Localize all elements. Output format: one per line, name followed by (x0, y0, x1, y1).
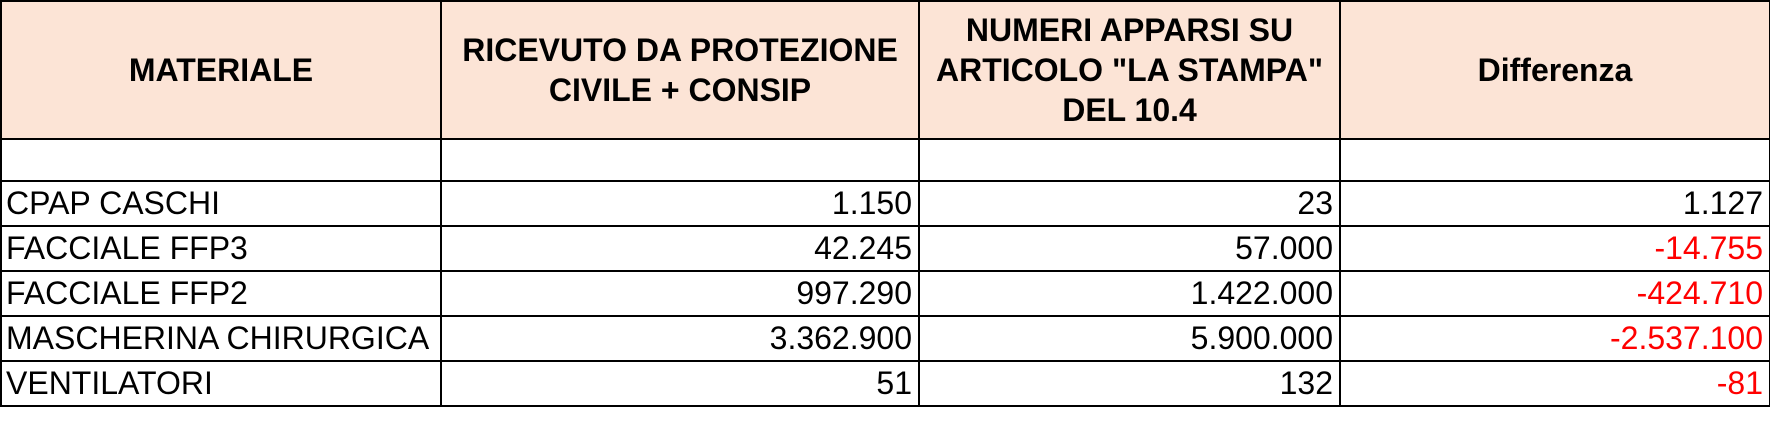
cell-differenza: 1.127 (1340, 181, 1770, 226)
table-row (1, 181, 1770, 226)
cell-materiale: MASCHERINA CHIRURGICA (1, 316, 441, 361)
cell-ricevuto: 1.150 (441, 181, 919, 226)
cell-materiale: FACCIALE FFP3 (1, 226, 441, 271)
header-numeri: NUMERI APPARSI SU ARTICOLO "LA STAMPA" DEL 10.4 (919, 1, 1340, 139)
header-differenza: Differenza (1340, 1, 1770, 139)
cell-materiale: VENTILATORI (1, 361, 441, 406)
cell-ricevuto: 42.245 (441, 226, 919, 271)
cell-ricevuto: 997.290 (441, 271, 919, 316)
header-row (1, 1, 1770, 139)
blank-cell (1, 139, 441, 181)
cell-numeri: 132 (919, 361, 1340, 406)
table-row (1, 361, 1770, 406)
table-row (1, 271, 1770, 316)
cell-numeri: 5.900.000 (919, 316, 1340, 361)
cell-numeri: 23 (919, 181, 1340, 226)
blank-cell (919, 139, 1340, 181)
table-row (1, 316, 1770, 361)
blank-row (1, 139, 1770, 181)
cell-numeri: 1.422.000 (919, 271, 1340, 316)
blank-cell (441, 139, 919, 181)
cell-differenza: -14.755 (1340, 226, 1770, 271)
cell-ricevuto: 3.362.900 (441, 316, 919, 361)
header-ricevuto: RICEVUTO DA PROTEZIONE CIVILE + CONSIP (441, 1, 919, 139)
cell-differenza: -2.537.100 (1340, 316, 1770, 361)
table-row (1, 226, 1770, 271)
blank-cell (1340, 139, 1770, 181)
cell-materiale: FACCIALE FFP2 (1, 271, 441, 316)
cell-ricevuto: 51 (441, 361, 919, 406)
cell-numeri: 57.000 (919, 226, 1340, 271)
header-materiale: MATERIALE (1, 1, 441, 139)
cell-differenza: -424.710 (1340, 271, 1770, 316)
cell-materiale: CPAP CASCHI (1, 181, 441, 226)
cell-differenza: -81 (1340, 361, 1770, 406)
